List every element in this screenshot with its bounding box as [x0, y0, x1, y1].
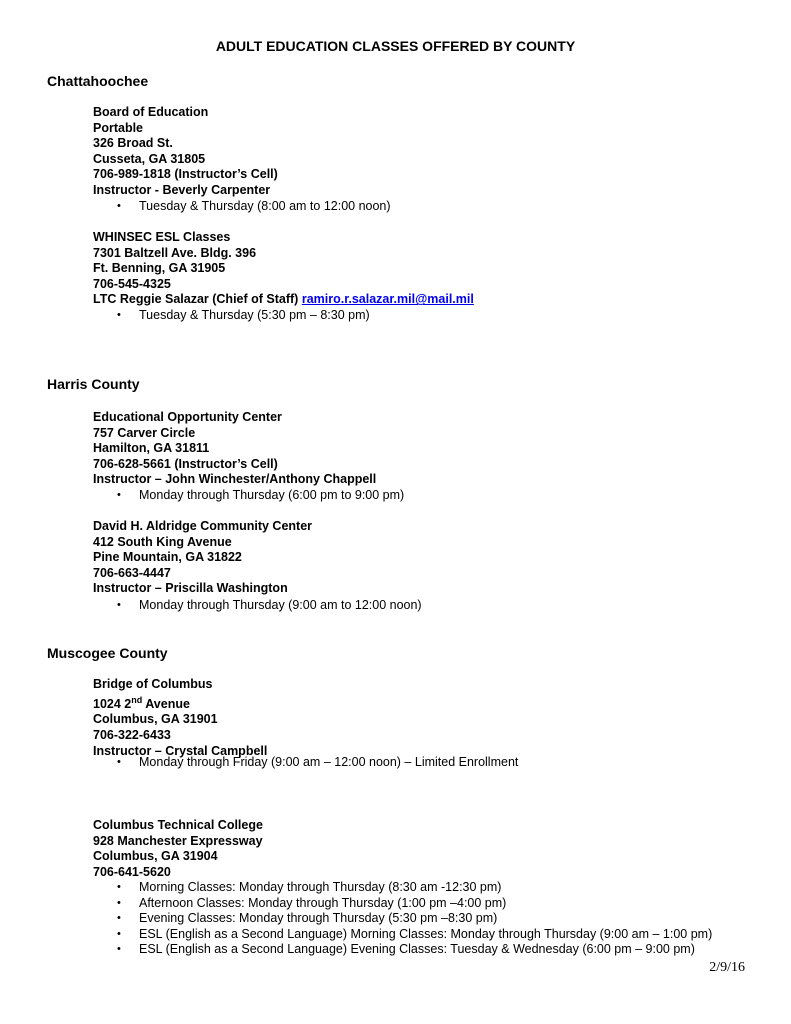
location-phone: 706-545-4325: [93, 276, 171, 291]
location-phone: 706-641-5620: [93, 864, 171, 879]
location-city: Ft. Benning, GA 31905: [93, 261, 226, 276]
bullet-icon: •: [117, 927, 121, 940]
schedule-item: • Tuesday & Thursday (5:30 pm – 8:30 pm): [117, 308, 370, 322]
schedule-item: • Monday through Friday (9:00 am – 12:00 noon) – Limited Enrollment: [117, 755, 519, 769]
schedule-item: • Tuesday & Thursday (8:00 am to 12:00 noon): [117, 199, 391, 213]
page-date: 2/9/16: [709, 960, 745, 975]
location-instructor: Instructor - Beverly Carpenter: [93, 182, 271, 197]
schedule-item: • ESL (English as a Second Language) Morning Classes: Monday through Thursday (9:00 am – 1:00 pm): [117, 926, 713, 941]
schedule-item: • Morning Classes: Monday through Thursday (8:30 am -12:30 pm): [117, 880, 502, 894]
location-city: Columbus, GA 31901: [93, 712, 218, 727]
schedule-list: [117, 199, 391, 215]
county-heading-muscogee: Muscogee County: [47, 645, 168, 661]
bullet-icon: •: [117, 896, 121, 909]
bullet-icon: •: [117, 943, 121, 956]
location-address: 1024 2nd Avenue: [93, 694, 190, 711]
schedule-list: [117, 755, 518, 771]
location-detail: Portable: [93, 120, 144, 135]
location-instructor: Instructor – Crystal Campbell: [93, 743, 268, 758]
location-address: 412 South King Avenue: [93, 534, 232, 549]
location-instructor: Instructor – Priscilla Washington: [93, 581, 288, 596]
location-phone: 706-628-5661 (Instructor’s Cell): [93, 456, 278, 471]
location-city: Pine Mountain, GA 31822: [93, 550, 242, 565]
bullet-icon: •: [117, 200, 121, 212]
location-aldridge-community-center: [93, 519, 312, 597]
location-instructor: Instructor – John Winchester/Anthony Chappell: [93, 472, 377, 487]
location-bridge-of-columbus: [93, 677, 267, 759]
schedule-list: [117, 308, 370, 324]
location-educational-opportunity-center: [93, 410, 376, 488]
location-board-of-education: [93, 105, 278, 199]
bullet-icon: •: [117, 881, 121, 893]
bullet-icon: •: [117, 309, 121, 321]
county-heading-chattahoochee: Chattahoochee: [47, 73, 149, 89]
location-name: Educational Opportunity Center: [93, 410, 282, 424]
location-address: 757 Carver Circle: [93, 425, 196, 440]
location-name: WHINSEC ESL Classes: [93, 230, 231, 244]
email-link[interactable]: ramiro.r.salazar.mil@mail.mil: [301, 292, 474, 307]
bullet-icon: •: [117, 912, 121, 925]
schedule-list: [117, 598, 422, 614]
location-contact: LTC Reggie Salazar (Chief of Staff) ramiro.r.salazar.mil@mail.mil: [93, 292, 474, 307]
location-name: Bridge of Columbus: [93, 677, 213, 691]
location-name: Board of Education: [93, 105, 209, 119]
county-heading-harris: Harris County: [47, 376, 140, 392]
schedule-item: • Monday through Thursday (9:00 am to 12:00 noon): [117, 598, 422, 612]
location-city: Columbus, GA 31904: [93, 849, 218, 864]
schedule-item: • ESL (English as a Second Language) Evening Classes: Tuesday & Wednesday (6:00 pm – 9:00 pm): [117, 942, 695, 957]
location-phone: 706-663-4447: [93, 565, 171, 580]
bullet-icon: •: [117, 756, 121, 768]
location-name: Columbus Technical College: [93, 818, 263, 832]
location-city: Hamilton, GA 31811: [93, 441, 210, 456]
location-city: Cusseta, GA 31805: [93, 151, 206, 166]
location-phone: 706-322-6433: [93, 727, 171, 742]
schedule-item: • Afternoon Classes: Monday through Thursday (1:00 pm –4:00 pm): [117, 895, 507, 910]
location-address: 7301 Baltzell Ave. Bldg. 396: [93, 245, 257, 260]
location-address: 326 Broad St.: [93, 136, 173, 151]
schedule-item: • Evening Classes: Monday through Thursday (5:30 pm –8:30 pm): [117, 911, 498, 926]
location-name: David H. Aldridge Community Center: [93, 519, 313, 533]
location-phone: 706-989-1818 (Instructor’s Cell): [93, 167, 278, 182]
bullet-icon: •: [117, 489, 121, 501]
bullet-icon: •: [117, 599, 121, 611]
schedule-list: [117, 488, 404, 504]
location-whinsec: [93, 230, 474, 308]
document-title: ADULT EDUCATION CLASSES OFFERED BY COUNTY: [215, 38, 576, 54]
schedule-list: [117, 880, 712, 958]
location-address: 928 Manchester Expressway: [93, 833, 263, 848]
location-columbus-technical-college: [93, 818, 263, 880]
schedule-item: • Monday through Thursday (6:00 pm to 9:00 pm): [117, 488, 405, 502]
